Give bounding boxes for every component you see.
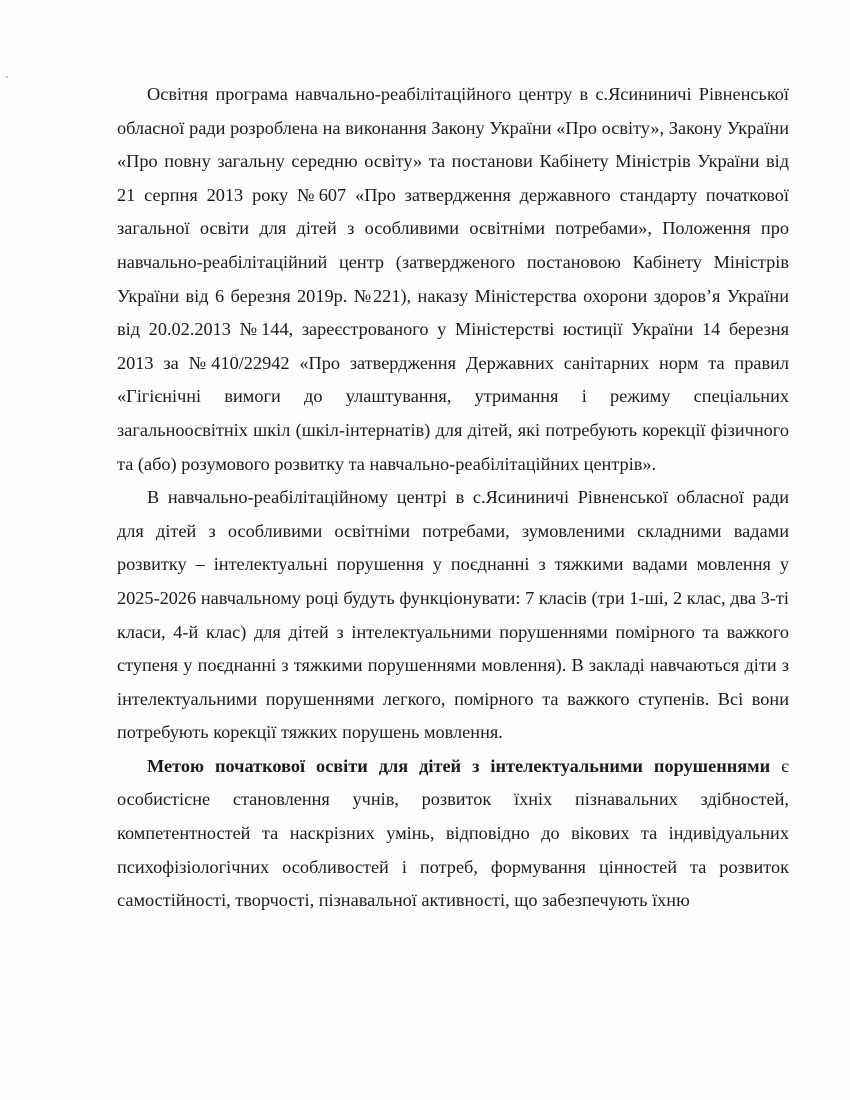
paragraph-center-classes: В навчально-реабілітаційному центрі в с.Ясининичі Рівненської обласної ради для дітей з особливими освітніми потребами, зумовленими складними вадами розвитку – інтелектуальні порушення у поєднанні з тяжкими вадами мовлення у 2025-2026 навчальному році будуть функціонувати: 7 класів (три 1-ші, 2 клас, два 3-ті класи, 4-й клас) для дітей з інтелектуальними порушеннями помірного та важкого ступеня у поєднанні з тяжкими порушеннями мовлення). В закладі навчаються діти з інтелектуальними порушеннями легкого, помірного та важкого ступенів. Всі вони потребують корекції тяжких порушень мовлення. [117, 487, 789, 743]
scan-speck [6, 76, 8, 78]
paragraph-goal-lead: Метою початкової освіти для дітей з інтелектуальними порушеннями [147, 755, 771, 776]
paragraph-goal-text: є особистісне становлення учнів, розвиток їхніх пізнавальних здібностей, компетентностей та наскрізних умінь, відповідно до вікових та індивідуальних психофізіологічних особливостей і потреб, формування цінностей та розвиток самостійності, творчості, пізнавальної активності, що забезпечують їхню [117, 755, 789, 911]
paragraph-legal-basis: Освітня програма навчально-реабілітаційного центру в с.Ясининичі Рівненської обласної ради розроблена на виконання Закону України «Про освіту», Закону України «Про повну загальну середню освіту» та постанови Кабінету Міністрів України від 21 серпня 2013 року №607 «Про затвердження державного стандарту початкової загальної освіти для дітей з особливими освітніми потребами», Положення про навчально-реабілітаційний центр (затвердженого постановою Кабінету Міністрів України від 6 березня 2019р. №221), наказу Міністерства охорони здоров’я України від 20.02.2013 №144, зареєстрованого у Міністерстві юстиції України 14 березня 2013 за №410/22942 «Про затвердження Державних санітарних норм та правил «Гігієнічні вимоги до улаштування, утримання і режиму спеціальних загальноосвітніх шкіл (шкіл-інтернатів) для дітей, які потребують корекції фізичного та (або) розумового розвитку та навчально-реабілітаційних центрів». [117, 84, 789, 474]
document-body [117, 78, 789, 918]
paragraph-goal [117, 750, 789, 918]
